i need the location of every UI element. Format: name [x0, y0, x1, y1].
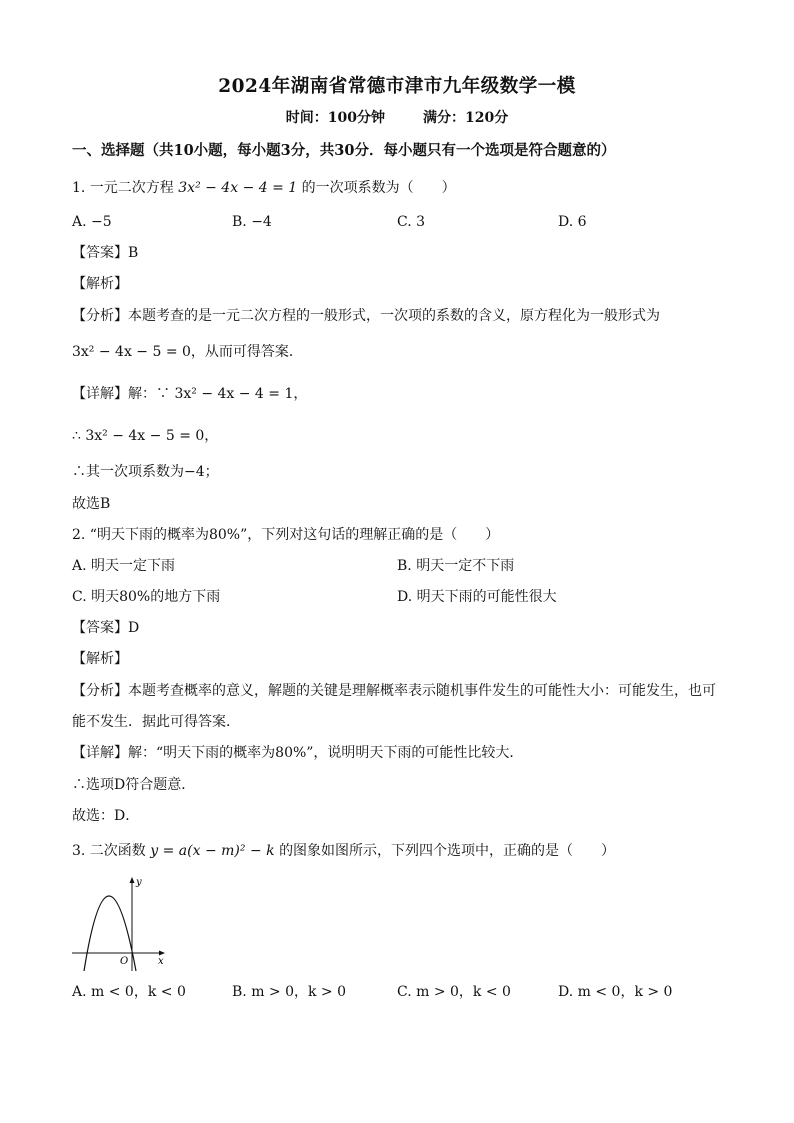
question-1-answer: 【答案】B — [72, 245, 139, 261]
question-1-analysis-line-1: 【分析】本题考查的是一元二次方程的一般形式，一次项的系数的含义，原方程化为一般形式为 — [72, 308, 660, 324]
question-1-suffix: 的一次项系数为（ ） — [301, 180, 456, 196]
question-1-detail-line-3: ∴其一次项系数为−4； — [72, 464, 219, 480]
question-3-equation: y = a(x − m)² − k — [150, 843, 275, 859]
y-axis-label: y — [136, 877, 142, 888]
question-1-option-d: D. 6 — [558, 214, 587, 230]
question-2-option-c: C. 明天80%的地方下雨 — [72, 589, 221, 605]
question-1-detail-line-1: 【详解】解：∵ 3x² − 4x − 4 = 1， — [72, 386, 308, 402]
x-axis-arrow — [159, 951, 165, 956]
question-2-analysis-line-1: 【分析】本题考查概率的意义，解题的关键是理解概率表示随机事件发生的可能性大小：可能发生，也可 — [72, 683, 716, 699]
section-heading: 一、选择题（共10小题，每小题3分，共30分．每小题只有一个选项是符合题意的） — [72, 142, 616, 159]
question-2-option-b: B. 明天一定不下雨 — [397, 558, 515, 574]
question-3-option-d: D. m < 0，k > 0 — [558, 984, 673, 1000]
question-3-stem — [72, 841, 615, 861]
question-3-option-c: C. m > 0，k < 0 — [397, 984, 511, 1000]
question-1-option-a: A. −5 — [72, 214, 112, 230]
question-2-answer: 【答案】D — [72, 620, 140, 636]
question-1-analysis-line-2: 3x² − 4x − 5 = 0，从而可得答案． — [72, 344, 303, 360]
x-axis-label: x — [158, 956, 164, 967]
question-1-detail-line-4: 故选B — [72, 496, 111, 512]
origin-label: O — [120, 956, 129, 967]
question-2-option-a: A. 明天一定下雨 — [72, 558, 176, 574]
question-1-equation: 3x² − 4x − 4 = 1 — [178, 180, 298, 196]
exam-info — [0, 107, 794, 127]
question-1-prefix: 1. 一元二次方程 — [72, 180, 174, 196]
question-1-detail-line-2: ∴ 3x² − 4x − 5 = 0， — [72, 428, 219, 444]
question-2-analysis-label: 【解析】 — [72, 651, 128, 667]
question-1-analysis-label: 【解析】 — [72, 276, 128, 292]
question-1-option-b: B. −4 — [232, 214, 272, 230]
question-2-detail-line-1: 【详解】解：“明天下雨的概率为80%”，说明明天下雨的可能性比较大． — [72, 745, 524, 761]
question-2-option-d: D. 明天下雨的可能性很大 — [397, 589, 557, 605]
y-axis-arrow — [130, 877, 135, 883]
question-3-prefix: 3. 二次函数 — [72, 843, 146, 859]
question-2-analysis-line-2: 能不发生．据此可得答案． — [72, 714, 240, 730]
page-title: 2024年湖南省常德市津市九年级数学一模 — [218, 76, 576, 97]
question-1-stem — [72, 178, 456, 198]
question-2-stem: 2. “明天下雨的概率为80%”，下列对这句话的理解正确的是（ ） — [72, 527, 500, 543]
question-3-option-b: B. m > 0，k > 0 — [232, 984, 347, 1000]
question-2-detail-line-2: ∴选项D符合题意． — [72, 777, 196, 793]
question-3-suffix: 的图象如图所示，下列四个选项中，正确的是（ ） — [279, 843, 616, 859]
time-label: 时间：100分钟 — [285, 110, 385, 126]
score-label: 满分：120分 — [423, 110, 509, 126]
question-2-detail-line-3: 故选：D． — [72, 808, 140, 824]
question-1-option-c: C. 3 — [397, 214, 426, 230]
question-3-option-a: A. m < 0，k < 0 — [72, 984, 186, 1000]
parabola-graph — [70, 873, 170, 973]
